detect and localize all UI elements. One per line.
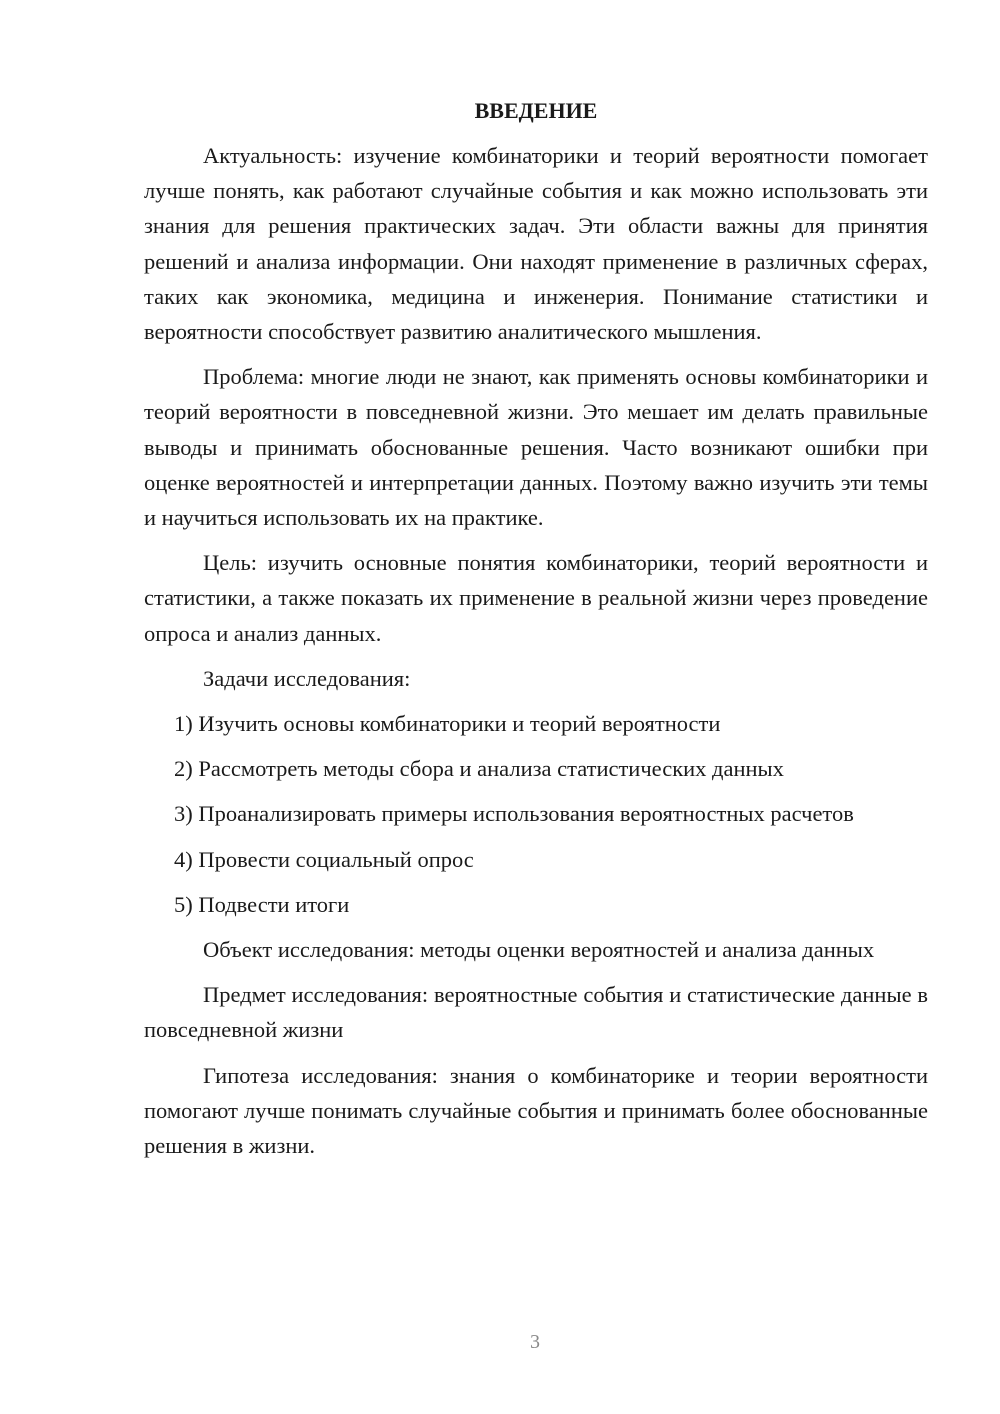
page-number: 3: [530, 1331, 540, 1353]
subject-paragraph: Предмет исследования: вероятностные события и статистические данные в повседневной жизни: [144, 982, 928, 1043]
problem-paragraph: Проблема: многие люди не знают, как применять основы комбинаторики и теорий вероятности в повседневной жизни. Это мешает им делать правильные выводы и принимать обоснованные решения. Часто возникают ошибки при оценке вероятностей и интерпретации данных. Поэтому важно изучить эти темы и научиться использовать их на практике.: [144, 364, 928, 531]
goal-paragraph: Цель: изучить основные понятия комбинаторики, теорий вероятности и статистики, а также показать их применение в реальной жизни через проведение опроса и анализ данных.: [144, 550, 928, 646]
page-content: [144, 97, 928, 1173]
object-paragraph: Объект исследования: методы оценки вероятностей и анализа данных: [203, 937, 875, 963]
task-item: 3) Проанализировать примеры использования вероятностных расчетов: [174, 801, 854, 827]
hypothesis-paragraph: Гипотеза исследования: знания о комбинаторике и теории вероятности помогают лучше понимать случайные события и принимать более обоснованные решения в жизни.: [144, 1062, 928, 1159]
relevance-paragraph: Актуальность: изучение комбинаторики и теорий вероятности помогает лучше понять, как работают случайные события и как можно использовать эти знания для решения практических задач. Эти области важны для принятия решений и анализа информации. Они находят применение в различных сферах, таких как экономика, медицина и инженерия. Понимание статистики и вероятности способствует развитию аналитического мышления.: [144, 143, 928, 345]
section-title: ВВЕДЕНИЕ: [474, 98, 598, 123]
tasks-heading: Задачи исследования:: [203, 665, 411, 691]
task-item: 4) Провести социальный опрос: [174, 846, 474, 872]
task-item: 5) Подвести итоги: [174, 891, 350, 917]
task-item: 2) Рассмотреть методы сбора и анализа статистических данных: [174, 756, 784, 782]
task-item: 1) Изучить основы комбинаторики и теорий вероятности: [174, 711, 721, 737]
